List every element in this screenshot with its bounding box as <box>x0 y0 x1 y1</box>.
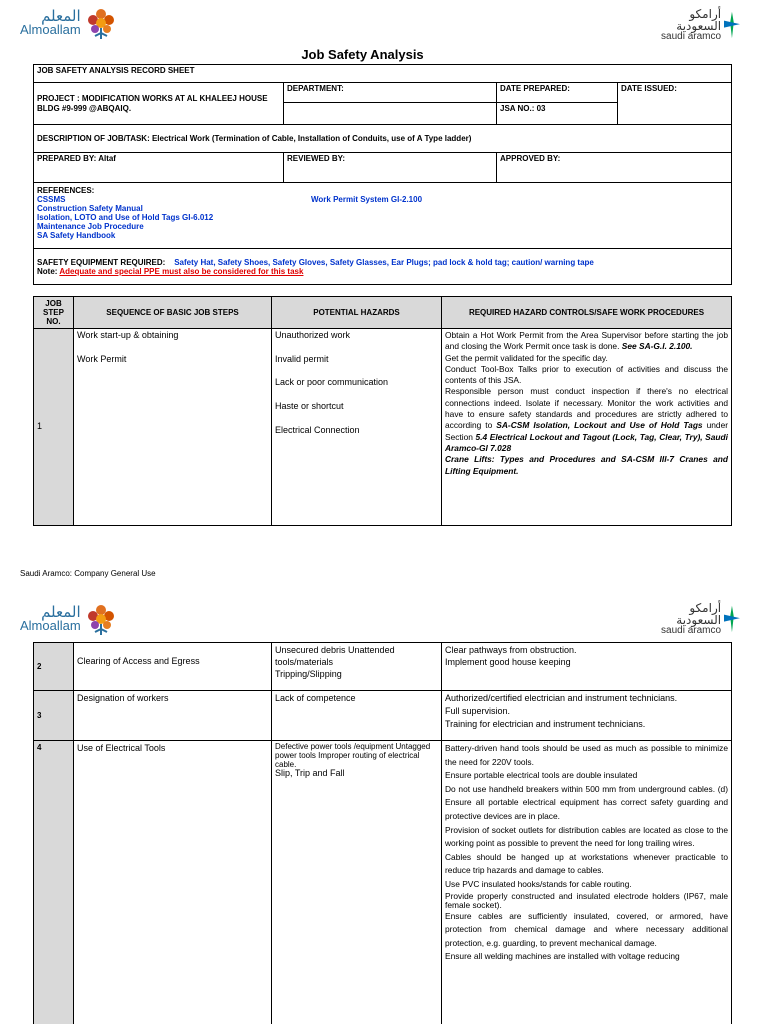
aramco-star-icon <box>724 10 740 40</box>
step-hazards: Unauthorized work Invalid permit Lack or poor communication Haste or shortcut Electrical Connection <box>272 329 442 526</box>
step-no: 1 <box>34 329 74 526</box>
col-header-step-no: JOB STEP NO. <box>34 297 74 329</box>
col-header-sequence: SEQUENCE OF BASIC JOB STEPS <box>74 297 272 329</box>
col-header-controls: REQUIRED HAZARD CONTROLS/SAFE WORK PROCEDURES <box>442 297 732 329</box>
equipment-cell: SAFETY EQUIPMENT REQUIRED: Safety Hat, Safety Shoes, Safety Gloves, Safety Glasses, Ear Plugs; pad lock & hold tag; caution/ warning tape Note: Adequate and special PPE must also be considered for this task <box>34 249 732 285</box>
table-row: 4 Use of Electrical Tools Defective power tools /equipment Untagged power tools Improper routing of electrical cable. Slip, Trip and Fall Battery-driven hand tools should be used as much as possible to minimize the need for 220V tools. Ensure portable electrical tools are double insulated Do not use handheld breakers within 500 mm from underground cables. (d) Ensure all portable electrical equipment has correct safety guarding and protective devices are in place. Provision of socket outlets for distribution cables are located as close to the working point as possible to prevent the need for long trailing wires. Cables should be hanged up at workstations whenever practicable to reduce trip hazards and damage to cables. Use PVC insulated hooks/stands for cable routing. Provide properly constructed and insulated electrode holders (IP67, male female socket). Ensure cables are sufficiently insulated, covered, or armored, have protection from chemical damage and where necessary additional protection, e.g. guarding, to prevent mechanical damage. Ensure all welding machines are installed with voltage reducing <box>34 741 732 1024</box>
step-controls: Obtain a Hot Work Permit from the Area Supervisor before starting the job and closing the Work Permit once task is done. See SA-G.I. 2.100. Get the permit validated for the specific day. Conduct Tool-Box Talks prior to execution of activities and discuss the contents of this JSA. Responsible person must conduct inspection if there's no electrical connections indeed. Isolate if necessary. Monitor the work activities and have to ensure safety standards and procedures are strictly adhered to according to SA-CSM Isolation, Lockout and Use of Hold Tags under Section 5.4 Electrical Lockout and Tagout (Lock, Tag, Clear, Try), Saudi Aramco-GI 7.028 Crane Lifts: Types and Procedures and SA-CSM III-7 Cranes and Lifting Equipment. <box>442 329 732 526</box>
jsa-no-cell: JSA NO.: 03 <box>497 103 618 125</box>
almoallam-logo-p2: المعلم Almoallam <box>20 602 121 636</box>
project-cell: PROJECT : MODIFICATION WORKS AT AL KHALEEJ HOUSE BLDG #9-999 @ABQAIQ. <box>34 83 284 125</box>
references-cell: REFERENCES: CSSMS Construction Safety Manual Isolation, LOTO and Use of Hold Tags GI-6.012 Maintenance Job Procedure SA Safety Handbook Work Permit System GI-2.100 <box>34 183 732 249</box>
table-row: 3 Designation of workers Lack of competence Authorized/certified electrician and instrument technicians. Full supervision. Training for electrician and instrument technicians. <box>34 691 732 741</box>
department-value <box>284 103 497 125</box>
step-description: Work start-up & obtaining Work Permit <box>74 329 272 526</box>
aramco-logo: أرامكو السعودية saudi aramco <box>650 8 740 42</box>
prepared-by-cell: PREPARED BY: Altaf <box>34 153 284 183</box>
job-steps-table-continued <box>33 642 732 1024</box>
reviewed-by-cell: REVIEWED BY: <box>284 153 497 183</box>
date-issued-cell: DATE ISSUED: <box>618 83 732 125</box>
approved-by-cell: APPROVED BY: <box>497 153 732 183</box>
description-cell: DESCRIPTION OF JOB/TASK: Electrical Work (Termination of Cable, Installation of Conduits, use of A Type ladder) <box>34 125 732 153</box>
table-row <box>34 329 732 526</box>
record-sheet-table <box>33 64 732 285</box>
table-row: 2 Clearing of Access and Egress Unsecured debris Unattended tools/materials Tripping/Slipping Clear pathways from obstruction. Implement good house keeping <box>34 643 732 691</box>
aramco-star-icon <box>724 604 740 634</box>
flower-logo-icon <box>81 6 121 40</box>
page-title: Job Safety Analysis <box>301 47 424 62</box>
record-sheet-title: JOB SAFETY ANALYSIS RECORD SHEET <box>34 65 732 83</box>
aramco-logo-p2: أرامكو السعودية saudi aramco <box>650 602 740 636</box>
flower-logo-icon <box>81 602 121 636</box>
department-cell: DEPARTMENT: <box>284 83 497 103</box>
almoallam-logo: المعلم Almoallam <box>20 6 121 40</box>
date-prepared-cell: DATE PREPARED: <box>497 83 618 103</box>
col-header-hazards: POTENTIAL HAZARDS <box>272 297 442 329</box>
classification-footer: Saudi Aramco: Company General Use <box>20 569 156 578</box>
job-steps-table <box>33 296 732 526</box>
